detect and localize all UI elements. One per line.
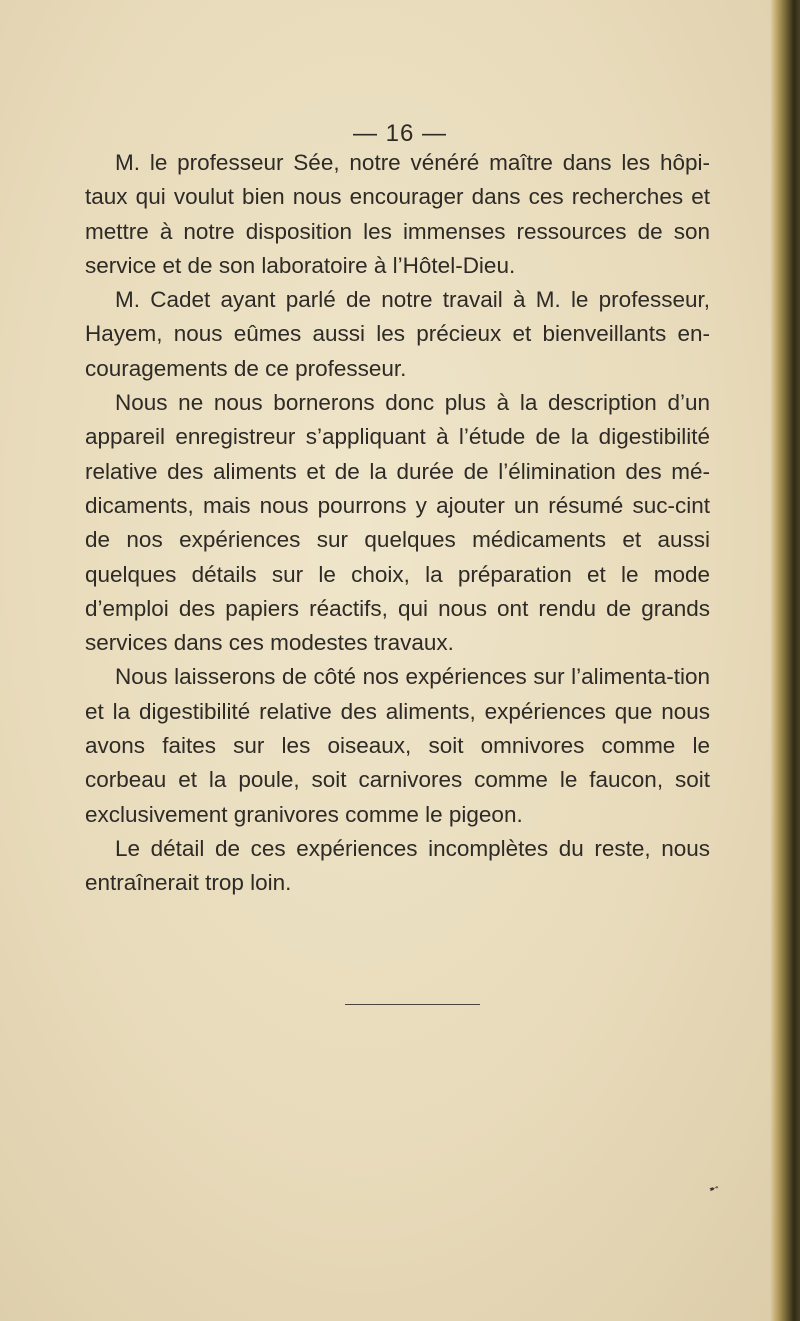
paragraph: Nous laisserons de côté nos expériences sur l’alimenta-tion et la digestibilité relative des aliments, expériences que nous avons faites sur les oiseaux, soit omnivores comme le corbeau et la poule, soit carnivores comme le faucon, soit exclusivement granivores comme le pigeon. — [85, 664, 710, 827]
page-edge-shadow — [770, 0, 800, 1321]
paragraph: M. le professeur Sée, notre vénéré maître dans les hôpi-taux qui voulut bien nous encourager dans ces recherches et mettre à notre disposition les immenses ressources de son service et de son laboratoire à l’Hôtel-Dieu. — [85, 150, 710, 278]
page-number: — 16 — — [352, 120, 448, 147]
paragraph: Nous ne nous bornerons donc plus à la description d’un appareil enregistreur s’appliquant à l’étude de la digestibilité relative des aliments et de la durée de l’élimination des mé-dicaments, mais nous pourrons y ajouter un résumé suc-cint de nos expériences sur quelques médicaments et aussi quelques détails sur le choix, la préparation et le mode d’emploi des papiers réactifs, qui nous ont rendu de grands services dans ces modestes travaux. — [85, 390, 710, 656]
body-text — [85, 146, 710, 901]
section-divider — [345, 1004, 480, 1005]
ornament-mark-icon: ➸ — [706, 1179, 722, 1197]
paragraph: M. Cadet ayant parlé de notre travail à M. le professeur, Hayem, nous eûmes aussi les précieux et bienveillants en-couragements de ce professeur. — [85, 287, 710, 381]
paragraph: Le détail de ces expériences incomplètes du reste, nous entraînerait trop loin. — [85, 835, 710, 896]
